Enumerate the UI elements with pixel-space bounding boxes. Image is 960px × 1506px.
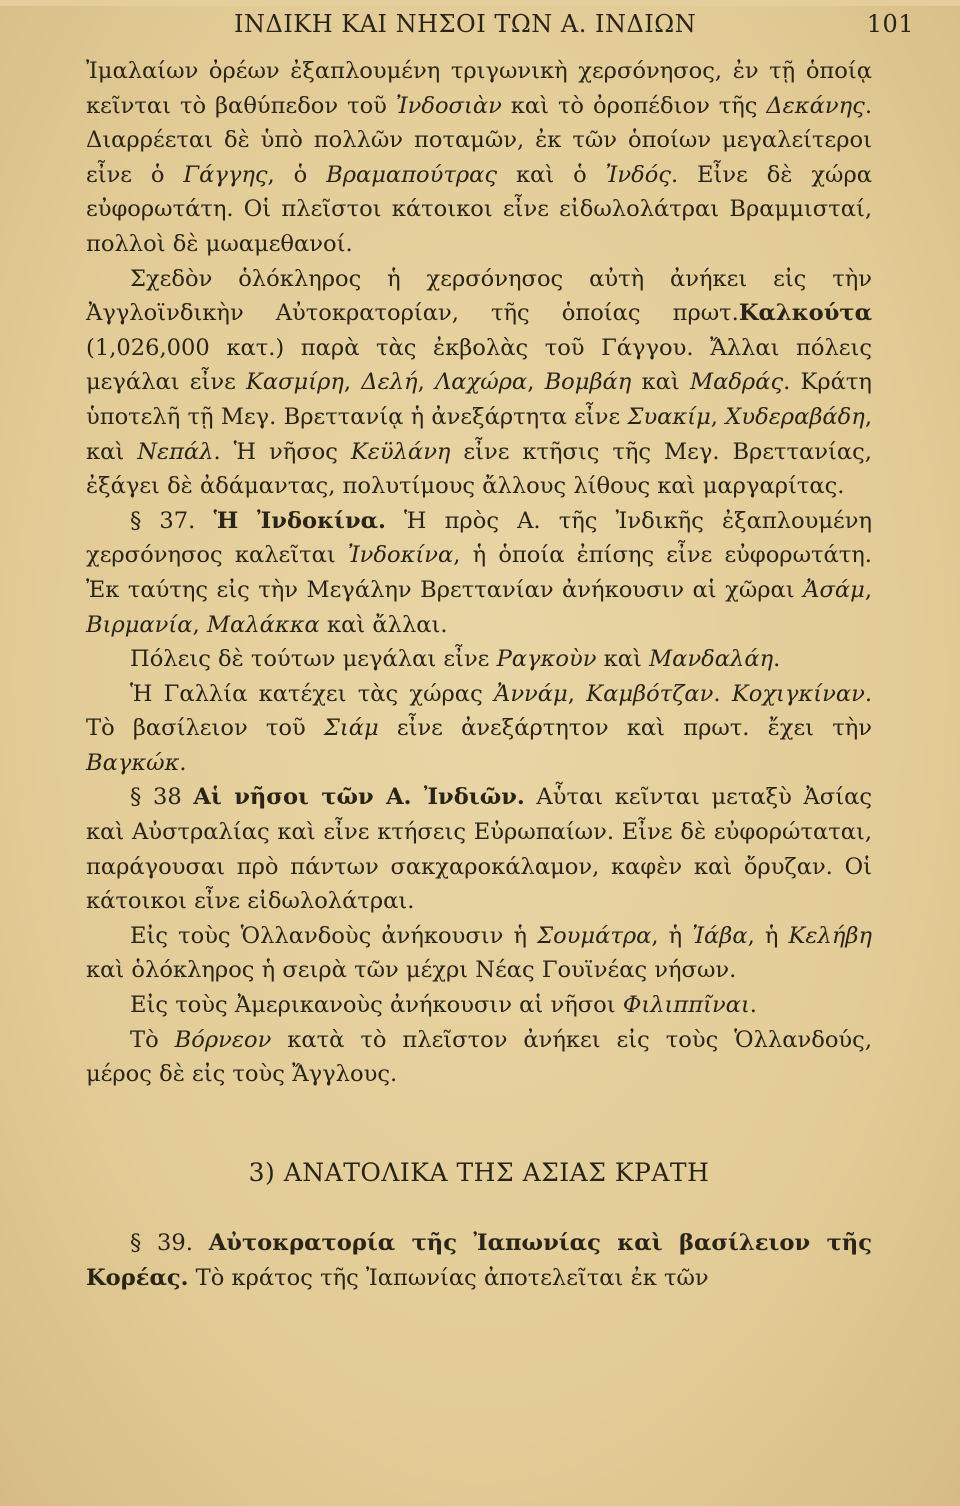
place-name: Κασμίρη xyxy=(245,369,344,396)
text: , καὶ xyxy=(86,403,872,465)
text: , xyxy=(864,576,872,603)
text: , xyxy=(417,369,435,396)
place-name: Σιάμ xyxy=(323,715,379,742)
place-name: Ἰάβα xyxy=(692,922,748,949)
text: Ἡ πρὸς Α. τῆς Ἰνδικῆς ἐξαπλουμένη χερσόνησος καλεῖται xyxy=(86,507,872,569)
place-name: Γάγγης xyxy=(183,161,268,188)
text: , ἡ xyxy=(651,922,693,949)
place-name: Φιλιππῖναι xyxy=(622,992,750,1019)
section-number: § 39. xyxy=(130,1230,193,1257)
place-name: Ἰνδοσιὰν xyxy=(395,92,502,119)
place-name: Δελή xyxy=(361,369,418,396)
paragraph-borneo xyxy=(86,1023,872,1092)
place-name: Μαλάκκα xyxy=(206,611,320,638)
text: Ἡ Γαλλία κατέχει τὰς χώρας xyxy=(130,680,494,707)
section-38-east-indies xyxy=(86,780,872,918)
place-name: Βόρνεον xyxy=(174,1026,272,1053)
text: Εἰς τοὺς Ἀμερικανοὺς ἀνήκουσιν αἱ νῆσοι xyxy=(130,992,623,1019)
paragraph-french-indochina xyxy=(86,677,872,781)
running-header xyxy=(86,6,914,54)
text: καὶ ἄλλαι. xyxy=(319,611,448,638)
place-name: Ἀσάμ xyxy=(803,576,865,603)
section-heading: 3) ΑΝΑΤΟΛΙΚΑ ΤΗΣ ΑΣΙΑΣ ΚΡΑΤΗ xyxy=(248,1157,710,1187)
text: καὶ xyxy=(596,646,650,673)
text: . Ἡ νῆσος xyxy=(213,438,351,465)
text: , xyxy=(527,369,545,396)
section-title: Αὐτοκρατορία τῆς Ἰαπωνίας καὶ βασίλειον τῆς Κορέας. xyxy=(86,1230,872,1291)
place-name: Κεϋλάνη xyxy=(350,438,451,465)
text: . xyxy=(749,992,757,1019)
text: καὶ ὁ xyxy=(497,161,606,188)
paragraph-american-islands xyxy=(86,988,872,1023)
section-number: § 37. xyxy=(130,507,196,534)
paragraph-india-continued xyxy=(86,54,872,262)
text: Εἰς τοὺς Ὁλλανδοὺς ἀνήκουσιν ἡ xyxy=(130,922,538,949)
text: , ὁ xyxy=(267,161,327,188)
text: . Εἶνε δὲ χώρα εὐφορωτάτη. Οἱ πλεῖστοι κάτοικοι εἶνε εἰδωλολάτραι Βραμμισταί, πολλοὶ δὲ μωαμεθανοί. xyxy=(86,161,872,257)
text: Ἰμαλαίων ὀρέων ἐξαπλουμένη τριγωνικὴ χερσόνησος, ἐν τῇ ὁποίᾳ κεῖνται τὸ βαθύπεδον τοῦ xyxy=(86,58,872,119)
page-body xyxy=(86,54,872,1296)
book-page xyxy=(0,6,960,1506)
place-name: Δεκάνης xyxy=(766,92,865,119)
section-number: § 38 xyxy=(130,784,182,811)
place-name: Λαχώρα xyxy=(434,369,528,396)
text: . xyxy=(179,749,187,776)
text: , xyxy=(192,611,207,638)
text: Αὗται κεῖνται μεταξὺ Ἀσίας καὶ Αὐστραλίας καὶ εἶνε κτήσεις Εὐρωπαίων. Εἶνε δὲ εὐφορώταται, παράγουσαι πρὸ πάντων σακχαροκάλαμον, καφὲν καὶ ὄρυζαν. Οἱ κάτοικοι εἶνε εἰδωλολάτραι. xyxy=(86,784,872,915)
text: . xyxy=(773,646,781,673)
text: . Διαρρέεται δὲ ὑπὸ πολλῶν ποταμῶν, ἐκ τῶν ὁποίων μεγαλείτεροι εἶνε ὁ xyxy=(86,92,872,188)
place-name: Βαγκώκ xyxy=(86,749,180,776)
text: . xyxy=(713,680,732,707)
place-name: Βραμαπούτρας xyxy=(326,161,498,188)
text: Τὸ κράτος τῆς Ἰαπωνίας ἀποτελεῖται ἐκ τῶν xyxy=(188,1265,709,1291)
text: , xyxy=(710,403,726,430)
place-name: Μανδαλάη xyxy=(649,646,774,673)
text: κατὰ τὸ πλεῖστον ἀνήκει εἰς τοὺς Ὁλλανδούς, μέρος δὲ εἰς τοὺς Ἄγγλους. xyxy=(86,1026,873,1088)
place-name: Μαδράς xyxy=(689,369,784,396)
place-name: Κελήβη xyxy=(788,922,872,949)
section-39-japan-korea xyxy=(86,1226,872,1295)
place-name: Ἀννάμ xyxy=(494,680,568,707)
text: , xyxy=(567,680,587,707)
text: , ἡ ὁποία ἐπίσης εἶνε εὐφορωτάτη. Ἐκ ταύτης εἰς τὴν Μεγάλην Βρεττανίαν ἀνήκουσιν αἱ χῶραι xyxy=(86,542,872,603)
text: (1,026,000 κατ.) παρὰ τὰς ἐκβολὰς τοῦ Γάγγου. Ἄλλαι πόλεις μεγάλαι εἶνε xyxy=(86,334,872,396)
text: , xyxy=(343,369,362,396)
capital-name: Καλκούτα xyxy=(738,300,872,327)
place-name: Χυδεραβάδη xyxy=(725,403,865,430)
text: . Τὸ βασίλειον τοῦ xyxy=(86,680,872,742)
paragraph-anglo-indian-empire xyxy=(86,262,872,504)
place-name: Βιρμανία xyxy=(86,611,193,638)
place-name: Βομβάη xyxy=(544,369,632,396)
text: καὶ xyxy=(631,369,690,396)
place-name: Συακίμ xyxy=(627,403,711,430)
text: Τὸ xyxy=(130,1026,175,1053)
section-title: Αἱ νῆσοι τῶν Α. Ἰνδιῶν. xyxy=(193,784,525,811)
place-name: Ραγκοὺν xyxy=(496,646,597,673)
page-number: 101 xyxy=(866,10,914,38)
place-name: Κοχιγκίναν xyxy=(731,680,865,707)
section-title: Ἡ Ἰνδοκίνα. xyxy=(213,507,386,534)
place-name: Σουμάτρα xyxy=(537,922,652,949)
text: καὶ τὸ ὀροπέδιον τῆς xyxy=(501,92,767,119)
place-name: Νεπάλ xyxy=(137,438,214,465)
section-37-indochina xyxy=(86,504,872,642)
text: εἶνε ἀνεξάρτητον καὶ πρωτ. ἔχει τὴν xyxy=(378,715,872,742)
text: Πόλεις δὲ τούτων μεγάλαι εἶνε xyxy=(130,646,497,673)
running-title: ΙΝΔΙΚΗ ΚΑΙ ΝΗΣΟΙ ΤΩΝ Α. ΙΝΔΙΩΝ xyxy=(234,10,697,38)
text: καὶ ὁλόκληρος ἡ σειρὰ τῶν μέχρι Νέας Γουϊνέας νήσων. xyxy=(86,957,737,984)
text: Σχεδὸν ὁλόκληρος ἡ χερσόνησος αὐτὴ ἀνήκει εἰς τὴν Ἀγγλοϊνδικὴν Αὐτοκρατορίαν, τῆς ὁποίας πρωτ. xyxy=(86,265,872,327)
spacer xyxy=(86,1092,872,1156)
place-name: Ἰνδός xyxy=(605,161,671,188)
place-name: Καμβότζαν xyxy=(586,680,714,707)
text: εἶνε κτῆσις τῆς Μεγ. Βρεττανίας, ἐξάγει δὲ ἀδάμαντας, πολυτίμους ἄλλους λίθους καὶ μαργαρίτας. xyxy=(86,438,872,500)
paragraph-cities xyxy=(86,642,872,677)
place-name: Ἰνδοκίνα xyxy=(347,542,454,569)
text: . Κράτη ὑποτελῆ τῇ Μεγ. Βρεττανίᾳ ἡ ἀνεξάρτητα εἶνε xyxy=(86,369,872,430)
paragraph-dutch-islands xyxy=(86,919,872,988)
text: , ἡ xyxy=(747,922,789,949)
